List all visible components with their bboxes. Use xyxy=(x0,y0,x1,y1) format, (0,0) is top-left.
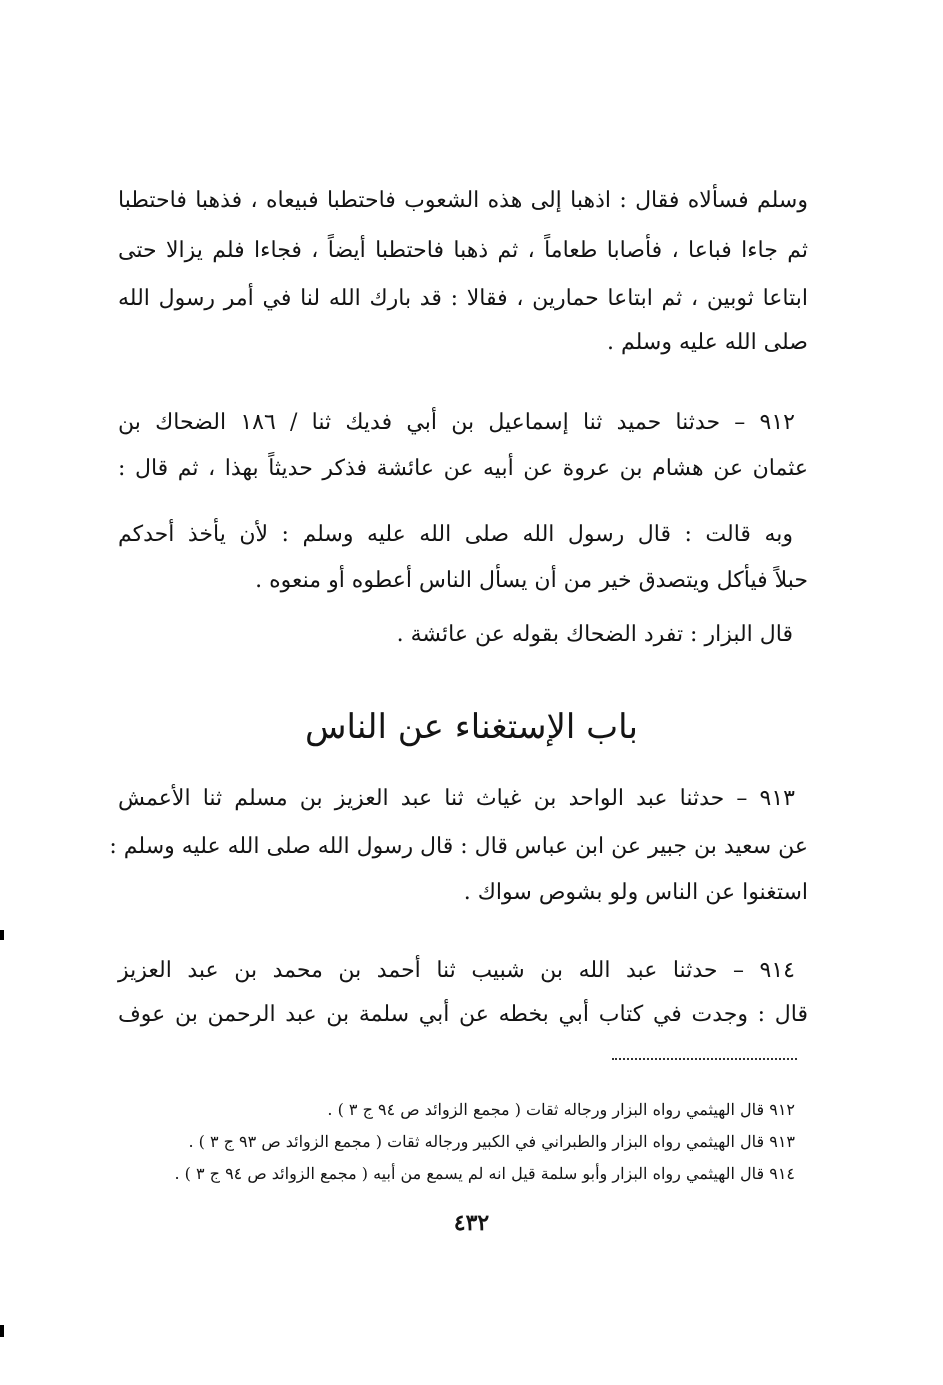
text-line: وسلم فسألاه فقال : اذهبا إلى هذه الشعوب فاحتطبا فبيعاه ، فذهبا فاحتطبا xyxy=(118,188,808,213)
hadith-913-line: عن سعيد بن جبير عن ابن عباس قال : قال رسول الله صلى الله عليه وسلم : xyxy=(109,834,808,859)
hadith-912-line: وبه قالت : قال رسول الله صلى الله عليه وسلم : لأن يأخذ أحدكم xyxy=(118,522,793,547)
hadith-914-line: قال : وجدت في كتاب أبي بخطه عن أبي سلمة بن عبد الرحمن بن عوف xyxy=(118,1002,808,1027)
text-line: ثم جاءا فباعا ، فأصابا طعاماً ، ثم ذهبا فاحتطبا أيضاً ، فجاءا فلم يزالا حتى xyxy=(118,238,808,263)
footnote-913: ٩١٣ قال الهيثمي رواه البزار والطبراني في الكبير ورجاله ثقات ( مجمع الزوائد ص ٩٣ ج ٣ ) . xyxy=(188,1132,795,1151)
scan-edge-mark xyxy=(0,930,4,940)
hadith-914-line: ٩١٤ – حدثنا عبد الله بن شبيب ثنا أحمد بن محمد بن عبد العزيز xyxy=(118,958,795,983)
hadith-912-note: قال البزار : تفرد الضحاك بقوله عن عائشة . xyxy=(396,622,793,647)
footnote-912: ٩١٢ قال الهيثمي رواه البزار ورجاله ثقات ( مجمع الزوائد ص ٩٤ ج ٣ ) . xyxy=(327,1100,795,1119)
chapter-title: باب الإستغناء عن الناس xyxy=(305,707,638,747)
footnote-914: ٩١٤ قال الهيثمي رواه البزار وأبو سلمة قيل انه لم يسمع من أبيه ( مجمع الزوائد ص ٩٤ ج ٣ ) . xyxy=(174,1164,795,1183)
hadith-912-line: عثمان عن هشام بن عروة عن أبيه عن عائشة فذكر حديثاً بهذا ، ثم قال : xyxy=(118,456,808,481)
hadith-913-line: استغنوا عن الناس ولو بشوص سواك . xyxy=(463,880,808,905)
text-line: صلى الله عليه وسلم . xyxy=(607,330,808,355)
text-line: ابتاعا ثوبين ، ثم ابتاعا حمارين ، فقالا : قد بارك الله لنا في أمر رسول الله xyxy=(118,286,808,311)
hadith-913-line: ٩١٣ – حدثنا عبد الواحد بن غياث ثنا عبد العزيز بن مسلم ثنا الأعمش xyxy=(118,786,795,811)
scan-edge-mark xyxy=(0,1325,4,1337)
page-number: ٤٣٢ xyxy=(453,1210,490,1236)
hadith-912-line: ٩١٢ – حدثنا حميد ثنا إسماعيل بن أبي فديك ثنا / ١٨٦ الضحاك بن xyxy=(118,410,795,435)
footnote-divider xyxy=(612,1058,797,1060)
hadith-912-line: حبلاً فيأكل ويتصدق خير من أن يسأل الناس أعطوه أو منعوه . xyxy=(255,568,808,593)
